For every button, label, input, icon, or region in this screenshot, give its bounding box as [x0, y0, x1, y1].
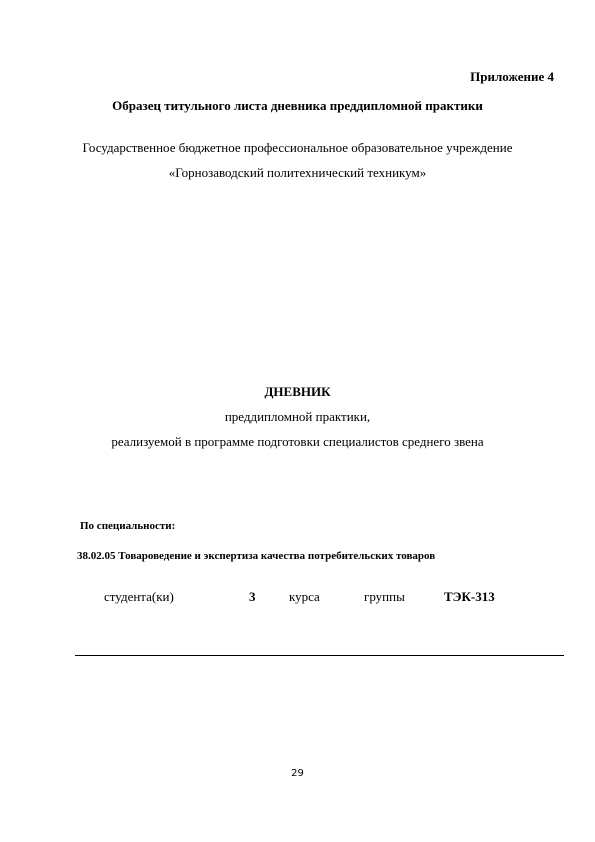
student-info-row [0, 589, 595, 609]
diary-title: ДНЕВНИК [264, 384, 331, 399]
student-label: студента(ки) [104, 589, 174, 604]
name-underline-rule [75, 655, 564, 656]
diary-subtitle-2: реализуемой в программе подготовки специалистов среднего звена [111, 434, 484, 449]
course-number: 3 [249, 589, 256, 604]
specialty-label: По специальности: [80, 520, 176, 532]
group-label: группы [364, 589, 405, 604]
organization-line-2: «Горнозаводский политехнический техникум» [168, 165, 427, 180]
course-label: курса [289, 589, 320, 604]
diary-subtitle-1: преддипломной практики, [224, 409, 371, 424]
organization-line-1: Государственное бюджетное профессиональное образовательное учреждение [82, 140, 513, 155]
group-value: ТЭК-313 [444, 589, 495, 604]
page-number: 29 [291, 768, 304, 779]
sample-title: Образец титульного листа дневника преддипломной практики [112, 98, 483, 113]
appendix-label: Приложение 4 [470, 69, 554, 84]
specialty-value: 38.02.05 Товароведение и экспертиза качества потребительских товаров [77, 550, 436, 562]
